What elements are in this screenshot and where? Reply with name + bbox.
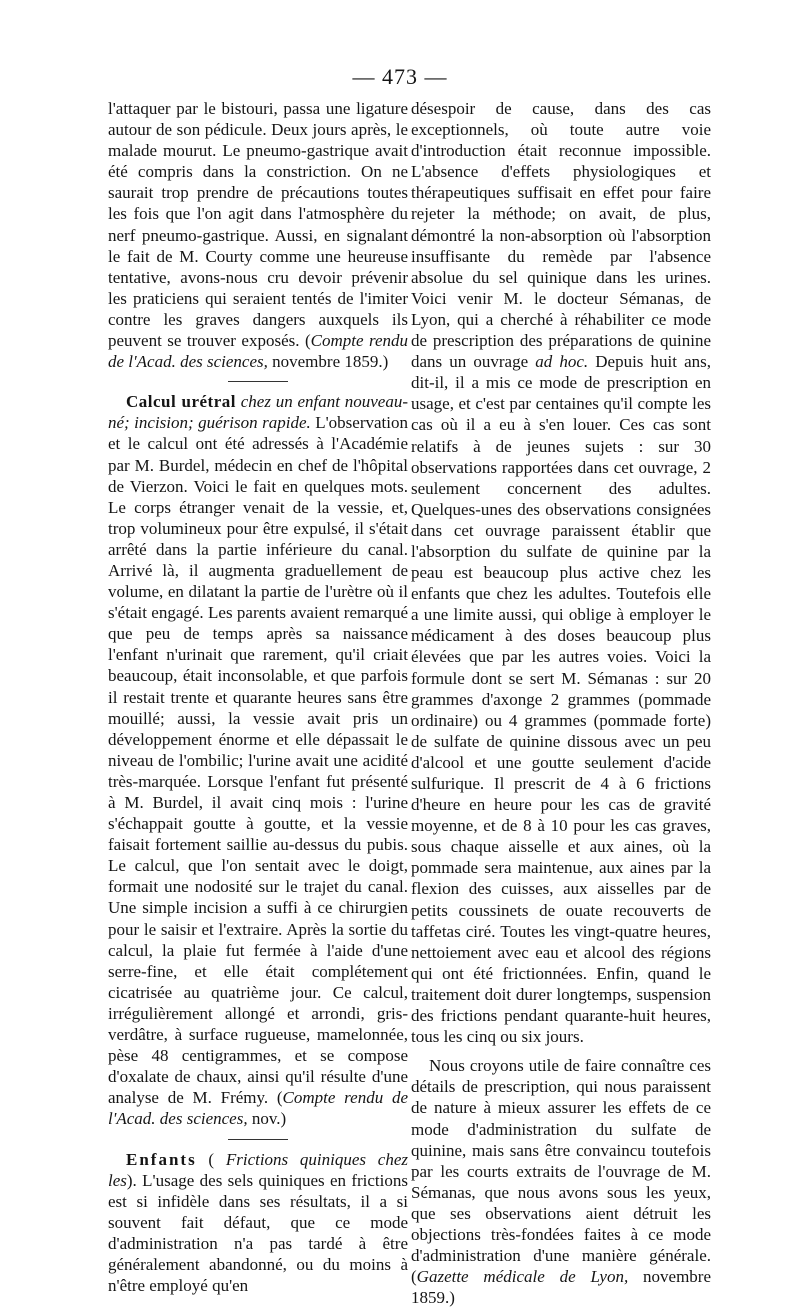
article-subtitle: Frictions quiniques chez les (108, 1149, 408, 1190)
paragraph-frictions: désespoir de cause, dans des cas exceptionnels, où toute autre voie d'introduction était reconnue impossible. L'absence d'effets physiologiques et thérapeutiques suffisait en effet pour faire rejeter la méthode; on avait, de plus, démontré la non-absorption où l'absorption insuffisante du remède par l'absence absolue du sel quinique dans les urines. Voici venir M. le docteur Sémanas, de Lyon, qui a cherché à réhabiliter ce mode de prescription des préparations de quinine dans un ouvrage ad hoc. Depuis huit ans, dit-il, il a mis ce mode de prescription en usage, et c'est par centaines qu'il compte les cas où il a eu à s'en louer. Ces cas sont relatifs à de jeunes sujets : sur 30 observations rapportées dans cet ouvrage, 2 seulement concernent des adultes. Quelques-unes des observations consignées dans cet ouvrage paraissent établir que l'absorption du sulfate de quinine par la peau est beaucoup plus active chez les enfants que chez les adultes. Toutefois elle a une limite aussi, qui oblige à employer le médicament à des doses beaucoup plus élevées que par les autres voies. Voici la formule dont se sert M. Sémanas : sur 20 grammes d'axonge 2 grammes (pommade ordinaire) ou 4 grammes (pommade forte) de sulfate de quinine dissous avec un peu d'alcool et une goutte seulement d'acide sulfurique. Il prescrit de 4 à 6 frictions d'heure en heure pour les cas de gravité moyenne, et de 8 à 10 pour les cas graves, sous chaque aisselle et aux aines, où la pommade sera maintenue, aux aines par la flexion des cuisses, aux aisselles par de petits coussinets de ouate recouverts de taffetas ciré. Toutes les vingt-quatre heures, nettoiement avec eau et alcool des régions qui ont été frictionnées. Enfin, quand le traitement doit durer longtemps, suspension des frictions pendant quarante-huit heures, tous les cinq ou six jours. (411, 99, 711, 1047)
page-number: — 473 — (352, 64, 448, 89)
source-citation: Compte rendu de l'Acad. des sciences, (108, 1088, 408, 1129)
citation-date: nov.) (247, 1109, 287, 1129)
article-heading: Enfants (126, 1149, 197, 1169)
article-body: L'observation et le calcul ont été adressés à l'Académie par M. Burdel, médecin en chef de l'hôpital de Vierzon. Voici le fait en quelques mots. Le corps étranger venait de la vessie, et, trop volumineux pour être expulsé, il s'était arrêté dans la partie inférieure du canal. Arrivé là, il augmenta graduellement de volume, en dilatant la partie de l'urètre où il s'était engagé. Les parents avaient remarqué que peu de temps après sa naissance l'enfant n'urinait que rarement, qu'il criait beaucoup, était inconsolable, et que parfois il restait trente et quarante heures sans être mouillé; aussi, la vessie avait pris un développement énorme et elle dépassait le niveau de l'ombilic; l'urine avait une acidité très-marquée. Lorsque l'enfant fut présenté à M. Burdel, il avait cinq mois : l'urine s'échappait goutte à goutte, et la vessie faisait fortement saillie au-dessus du pubis. Le calcul, que l'on sentait avec le doigt, formait une nodosité sur le trajet du canal. Une simple incision a suffi à ce chirurgien pour le saisir et l'extraire. Après la sortie du calcul, la plaie fut fermée à l'aide d'une serre-fine, et elle était complétement cicatrisée au quatrième jour. Ce calcul, irrégulièrement allongé et arrondi, gris-verdâtre, à surface rugueuse, mamelonnée, pèse 48 centigrammes, et se compose d'oxalate de chaux, ainsi qu'il résulte d'une analyse de M. Frémy. ( (108, 413, 408, 1108)
paragraph-ligature: l'attaquer par le bistouri, passa une ligature autour de son pédicule. Deux jours après, le malade mourut. Le pneumo-gastrique avait été compris dans la constriction. On ne saurait trop prendre de précautions toutes les fois que l'on agit dans l'atmosphère du nerf pneumo-gastrique. Aussi, en signalant le fait de M. Courty comme une heureuse tentative, avons-nous cru devoir prévenir les praticiens qui seraient tentés de l'imiter contre les graves dangers auxquels ils peuvent se trouver exposés. (Compte rendu de l'Acad. des sciences, novembre 1859.) (108, 99, 408, 372)
article-divider (228, 381, 288, 382)
source-citation: Gazette médicale de Lyon, (416, 1267, 629, 1287)
article-enfants: Enfants ( Frictions quiniques chez les). L'usage des sels quiniques en frictions est si infidèle dans ses résultats, il a si souvent fait défaut, que ce mode d'administration n'a pas tardé à être généralement abandonné, ou du moins à n'être employé qu'en (108, 1149, 408, 1296)
right-column (411, 98, 711, 1308)
source-citation: Compte rendu de l'Acad. des sciences, (108, 331, 408, 372)
article-calcul-uretral (108, 391, 408, 1129)
latin-phrase: ad hoc. (535, 352, 589, 372)
left-column (108, 98, 408, 1296)
article-subtitle: chez un enfant nouveau-né; incision; guérison rapide. (108, 392, 408, 433)
paragraph-gap (411, 1047, 711, 1055)
article-heading: Calcul urétral (126, 392, 236, 412)
article-body: L'usage des sels quiniques en frictions est si infidèle dans ses résultats, il a si souvent fait défaut, que ce mode d'administration n'a pas tardé à être généralement abandonné, ou du moins à n'être employé qu'en (108, 1170, 408, 1296)
citation-date: novembre 1859.) (411, 1267, 711, 1308)
citation-date: novembre 1859.) (267, 352, 389, 372)
paragraph-conclusion: Nous croyons utile de faire connaître ces détails de prescription, qui nous paraissent de nature à mieux assurer les effets de ce mode d'administration du sulfate de quinine, mais sans être convaincu toutefois par les courts extraits de l'ouvrage de M. Sémanas, que nous avons sous les yeux, que ses observations aient détruit les objections très-fondées faites à ce mode d'administration d'une manière générale. (Gazette médicale de Lyon, novembre 1859.) (411, 1056, 711, 1308)
article-divider (228, 1139, 288, 1140)
